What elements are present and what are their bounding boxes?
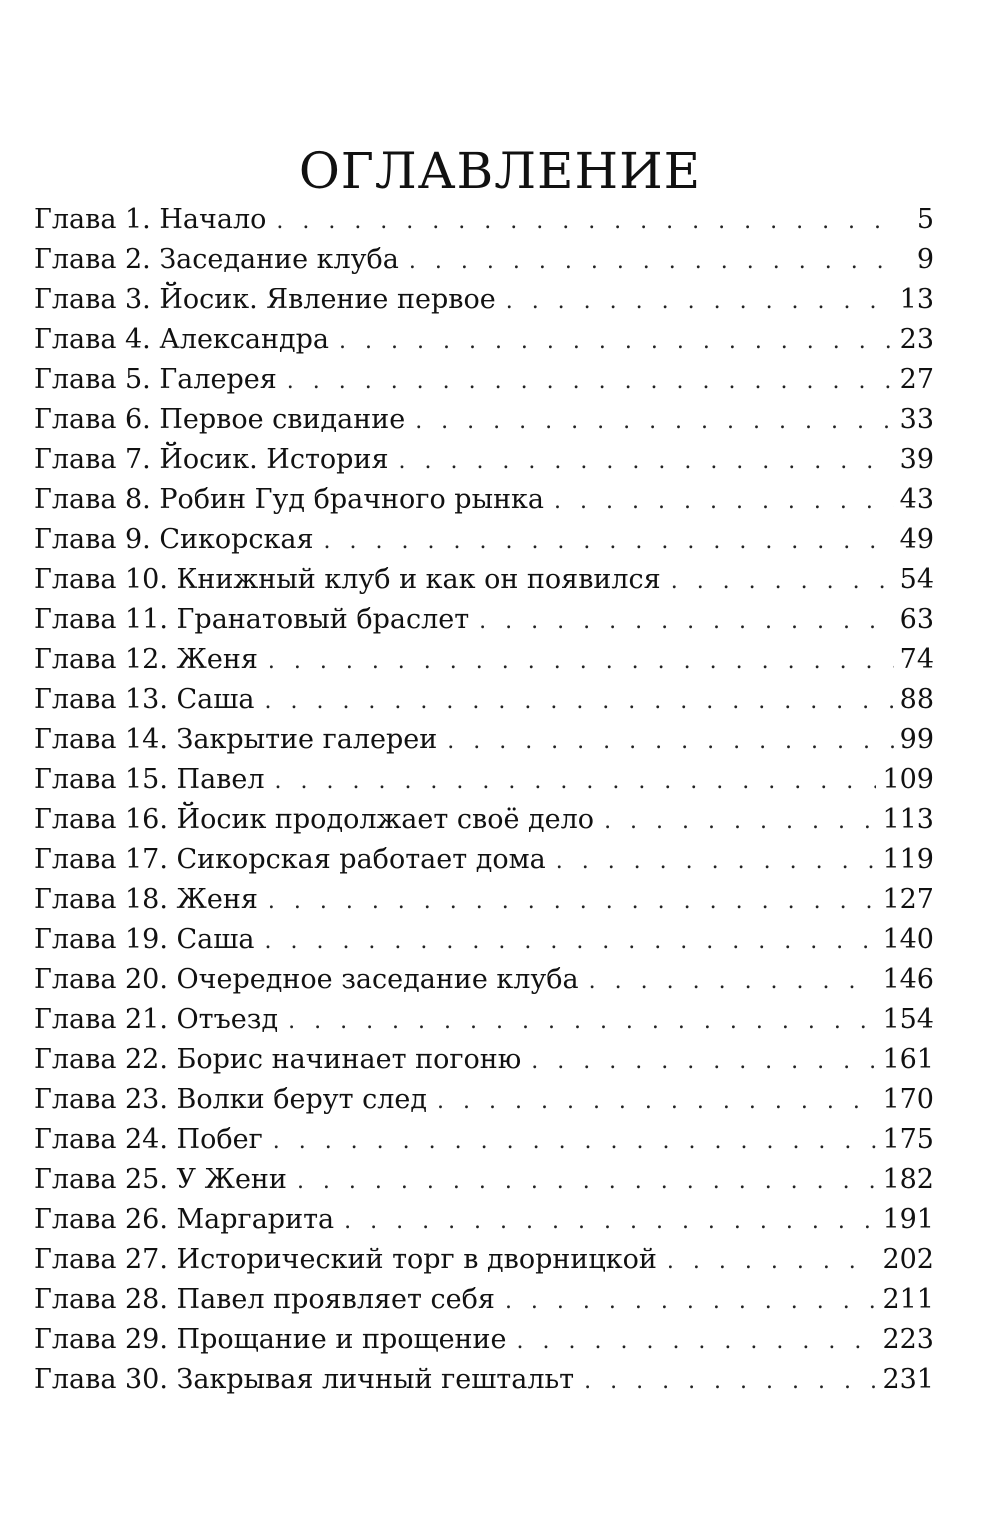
dot-leader [288, 1002, 876, 1042]
toc-entry-title: Глава 2. Заседание клуба [34, 244, 399, 275]
toc-entry [34, 440, 934, 480]
toc-entry [34, 1040, 934, 1080]
toc-entry-title: Глава 29. Прощание и прощение [34, 1324, 507, 1355]
dot-leader [447, 722, 893, 762]
toc-entry-title: Глава 17. Сикорская работает дома [34, 844, 546, 875]
toc-entry [34, 280, 934, 320]
toc-entry-title: Глава 4. Александра [34, 324, 330, 355]
dot-leader [409, 242, 894, 282]
dot-leader [344, 1202, 876, 1242]
toc-entry-title: Глава 13. Саша [34, 684, 255, 715]
toc-entry-title: Глава 7. Йосик. История [34, 444, 389, 475]
toc-entry-page-number: 33 [899, 404, 934, 435]
toc-entry [34, 400, 934, 440]
toc-entry [34, 1080, 934, 1120]
toc-entry [34, 680, 934, 720]
dot-leader [268, 882, 877, 922]
toc-entry [34, 880, 934, 920]
toc-entry-title: Глава 30. Закрывая личный гештальт [34, 1364, 575, 1395]
toc-entry [34, 600, 934, 640]
dot-leader [273, 1122, 877, 1162]
dot-leader [264, 922, 876, 962]
toc-entry-page-number: 231 [882, 1364, 934, 1395]
toc-entry-title: Глава 10. Книжный клуб и как он появился [34, 564, 661, 595]
dot-leader [275, 762, 877, 802]
page-title: ОГЛАВЛЕНИЕ [298, 141, 702, 200]
toc-entry [34, 1320, 934, 1360]
toc-entry-title: Глава 3. Йосик. Явление первое [34, 284, 496, 315]
dot-leader [554, 482, 894, 522]
toc-entry-title: Глава 12. Женя [34, 644, 258, 675]
toc-entry-title: Глава 9. Сикорская [34, 524, 314, 555]
dot-leader [505, 1282, 877, 1322]
toc-entry [34, 1160, 934, 1200]
toc-entry [34, 1360, 934, 1400]
toc-entry-page-number: 109 [882, 764, 934, 795]
toc-entry [34, 760, 934, 800]
toc-entry [34, 640, 934, 680]
toc-entry [34, 720, 934, 760]
toc-entry [34, 920, 934, 960]
dot-leader [584, 1362, 876, 1402]
toc-entry-page-number: 146 [882, 964, 934, 995]
toc-entry-page-number: 13 [899, 284, 934, 315]
dot-leader [479, 602, 893, 642]
dot-leader [324, 522, 894, 562]
toc-entry-title: Глава 27. Исторический торг в дворницкой [34, 1244, 657, 1275]
dot-leader [287, 362, 894, 402]
toc-entry [34, 200, 934, 240]
dot-leader [297, 1162, 877, 1202]
dot-leader [437, 1082, 876, 1122]
toc-entry-title: Глава 15. Павел [34, 764, 265, 795]
toc-entry-page-number: 140 [882, 924, 934, 955]
toc-entry-title: Глава 5. Галерея [34, 364, 277, 395]
toc-entry-title: Глава 19. Саша [34, 924, 255, 955]
dot-leader [506, 282, 894, 322]
toc-entry-page-number: 43 [899, 484, 934, 515]
toc-entry-title: Глава 11. Гранатовый браслет [34, 604, 470, 635]
toc-entry-page-number: 161 [882, 1044, 934, 1075]
toc-entry-title: Глава 16. Йосик продолжает своё дело [34, 804, 595, 835]
dot-leader [268, 642, 894, 682]
toc-entry-page-number: 170 [882, 1084, 934, 1115]
toc-entry-title: Глава 1. Начало [34, 204, 267, 235]
toc-entry-page-number: 223 [882, 1324, 934, 1355]
toc-entry [34, 1240, 934, 1280]
toc-entry-title: Глава 8. Робин Гуд брачного рынка [34, 484, 545, 515]
toc-entry-title: Глава 14. Закрытие галереи [34, 724, 438, 755]
toc-entry [34, 840, 934, 880]
dot-leader [517, 1322, 877, 1362]
dot-leader [604, 802, 876, 842]
toc-entry-page-number: 99 [899, 724, 934, 755]
toc-entry-page-number: 23 [899, 324, 934, 355]
toc-entry [34, 480, 934, 520]
dot-leader [339, 322, 894, 362]
dot-leader [531, 1042, 876, 1082]
dot-leader [667, 1242, 877, 1282]
toc-entry-title: Глава 6. Первое свидание [34, 404, 406, 435]
table-of-contents [34, 200, 934, 1400]
toc-entry-page-number: 154 [882, 1004, 934, 1035]
toc-entry [34, 1280, 934, 1320]
toc-entry-title: Глава 28. Павел проявляет себя [34, 1284, 495, 1315]
toc-entry-title: Глава 23. Волки берут след [34, 1084, 428, 1115]
toc-entry [34, 360, 934, 400]
toc-entry [34, 520, 934, 560]
toc-entry [34, 240, 934, 280]
toc-entry-page-number: 127 [882, 884, 934, 915]
toc-entry-page-number: 9 [916, 244, 934, 275]
toc-entry [34, 1120, 934, 1160]
toc-entry-page-number: 175 [882, 1124, 934, 1155]
dot-leader [264, 682, 893, 722]
toc-entry-page-number: 27 [899, 364, 934, 395]
toc-entry [34, 960, 934, 1000]
toc-entry [34, 320, 934, 360]
toc-entry-page-number: 74 [899, 644, 934, 675]
toc-entry-title: Глава 18. Женя [34, 884, 258, 915]
toc-entry-page-number: 182 [882, 1164, 934, 1195]
toc-entry-title: Глава 26. Маргарита [34, 1204, 335, 1235]
toc-entry-title: Глава 22. Борис начинает погоню [34, 1044, 522, 1075]
dot-leader [276, 202, 894, 242]
dot-leader [589, 962, 877, 1002]
toc-entry [34, 1200, 934, 1240]
toc-entry-page-number: 202 [882, 1244, 934, 1275]
toc-entry-title: Глава 20. Очередное заседание клуба [34, 964, 579, 995]
toc-entry [34, 1000, 934, 1040]
toc-entry-page-number: 113 [882, 804, 934, 835]
dot-leader [556, 842, 877, 882]
toc-entry-page-number: 88 [899, 684, 934, 715]
dot-leader [398, 442, 893, 482]
toc-entry-page-number: 211 [882, 1284, 934, 1315]
toc-entry [34, 800, 934, 840]
toc-entry-page-number: 54 [899, 564, 934, 595]
toc-entry-page-number: 119 [882, 844, 934, 875]
dot-leader [415, 402, 893, 442]
dot-leader [671, 562, 894, 602]
toc-entry-title: Глава 21. Отъезд [34, 1004, 279, 1035]
toc-entry-title: Глава 24. Побег [34, 1124, 263, 1155]
toc-entry-page-number: 39 [899, 444, 934, 475]
toc-entry-page-number: 5 [916, 204, 934, 235]
toc-entry [34, 560, 934, 600]
toc-entry-page-number: 191 [882, 1204, 934, 1235]
toc-entry-title: Глава 25. У Жени [34, 1164, 287, 1195]
toc-entry-page-number: 49 [899, 524, 934, 555]
toc-entry-page-number: 63 [899, 604, 934, 635]
